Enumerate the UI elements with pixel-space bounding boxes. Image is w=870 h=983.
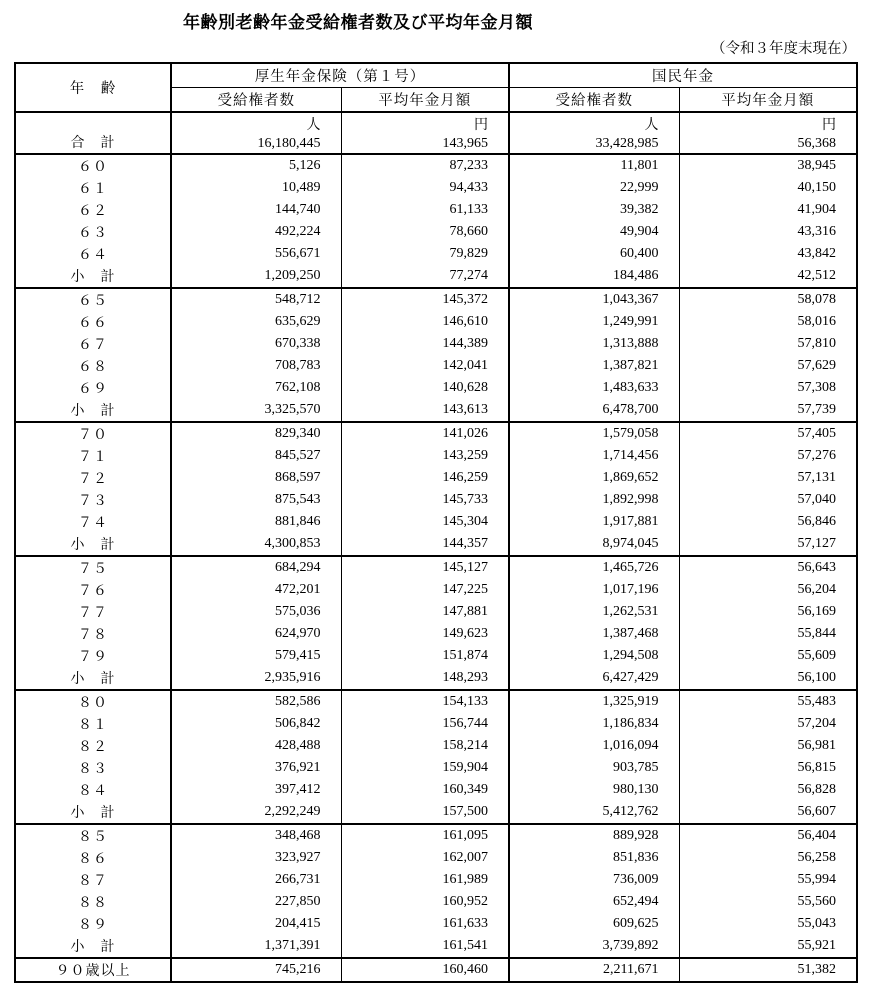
table-row [15, 511, 857, 533]
value-cell: 3,739,892 [509, 935, 679, 958]
value-cell: 43,316 [679, 221, 857, 243]
value-cell: 57,040 [679, 489, 857, 511]
table-row [15, 757, 857, 779]
table-row [15, 265, 857, 288]
col-header-avg-pension-kokumin: 平均年金月額 [679, 88, 857, 113]
value-cell: 472,201 [171, 579, 341, 601]
table-row [15, 221, 857, 243]
value-cell: 55,560 [679, 891, 857, 913]
age-cell: ６８ [78, 360, 108, 375]
age-cell: ８０ [78, 696, 108, 711]
value-cell: 889,928 [509, 824, 679, 847]
age-section [15, 422, 857, 556]
age-cell: ６１ [78, 182, 108, 197]
page-title: 年齢別老齢年金受給権者数及び平均年金月額 [183, 13, 533, 32]
unit-cell: 円 [341, 112, 509, 135]
value-cell: 57,131 [679, 467, 857, 489]
table-row [15, 288, 857, 311]
table-row [15, 377, 857, 399]
value-cell: 266,731 [171, 869, 341, 891]
table-row [15, 556, 857, 579]
value-cell: 736,009 [509, 869, 679, 891]
age-section [15, 288, 857, 422]
table-row [15, 399, 857, 422]
value-cell: 144,740 [171, 199, 341, 221]
age-cell: ８５ [78, 830, 108, 845]
value-cell: 3,325,570 [171, 399, 341, 422]
value-cell: 492,224 [171, 221, 341, 243]
value-cell: 1,017,196 [509, 579, 679, 601]
value-cell: 1,483,633 [509, 377, 679, 399]
value-cell: 162,007 [341, 847, 509, 869]
value-cell: 56,100 [679, 667, 857, 690]
age-cell: ６３ [78, 226, 108, 241]
value-cell: 56,846 [679, 511, 857, 533]
value-cell: 575,036 [171, 601, 341, 623]
value-cell: 980,130 [509, 779, 679, 801]
value-cell: 1,892,998 [509, 489, 679, 511]
value-cell: 146,610 [341, 311, 509, 333]
value-cell: 142,041 [341, 355, 509, 377]
age-cell: 小 計 [70, 270, 116, 285]
value-cell: 1,714,456 [509, 445, 679, 467]
age-cell: ８９ [78, 918, 108, 933]
value-cell: 42,512 [679, 265, 857, 288]
age-cell: 小 計 [70, 404, 116, 419]
value-cell: 157,500 [341, 801, 509, 824]
col-group-kosei-nenkin: 厚生年金保険（第１号） [171, 63, 509, 88]
unit-cell: 円 [679, 112, 857, 135]
age-cell: ７２ [78, 472, 108, 487]
value-cell: 151,874 [341, 645, 509, 667]
value-cell: 77,274 [341, 265, 509, 288]
value-cell: 10,489 [171, 177, 341, 199]
over-90-block [15, 958, 857, 982]
value-cell: 160,460 [341, 958, 509, 982]
table-row [15, 735, 857, 757]
value-cell: 556,671 [171, 243, 341, 265]
value-cell: 145,733 [341, 489, 509, 511]
age-section [15, 824, 857, 958]
age-section [15, 556, 857, 690]
value-cell: 147,225 [341, 579, 509, 601]
value-cell: 148,293 [341, 667, 509, 690]
age-cell: ６４ [78, 248, 108, 263]
value-cell: 8,974,045 [509, 533, 679, 556]
table-row [15, 690, 857, 713]
value-cell: 348,468 [171, 824, 341, 847]
value-cell: 55,609 [679, 645, 857, 667]
value-cell: 140,628 [341, 377, 509, 399]
table-row [15, 779, 857, 801]
value-cell: 160,349 [341, 779, 509, 801]
value-cell: 851,836 [509, 847, 679, 869]
value-cell: 58,016 [679, 311, 857, 333]
value-cell: 1,387,821 [509, 355, 679, 377]
age-cell: ７５ [78, 562, 108, 577]
value-cell: 1,371,391 [171, 935, 341, 958]
table-row [15, 667, 857, 690]
value-cell: 548,712 [171, 288, 341, 311]
total-label-cell: 合 計 [70, 136, 116, 151]
value-cell: 1,249,991 [509, 311, 679, 333]
age-cell: ８７ [78, 874, 108, 889]
value-cell: 397,412 [171, 779, 341, 801]
value-cell: 55,483 [679, 690, 857, 713]
value-cell: 2,292,249 [171, 801, 341, 824]
value-cell: 56,815 [679, 757, 857, 779]
value-cell: 652,494 [509, 891, 679, 913]
value-cell: 143,613 [341, 399, 509, 422]
value-cell: 881,846 [171, 511, 341, 533]
units-row [15, 112, 857, 135]
col-header-beneficiaries-kosei: 受給権者数 [171, 88, 341, 113]
value-cell: 87,233 [341, 154, 509, 177]
table-header [15, 63, 857, 112]
value-cell: 57,127 [679, 533, 857, 556]
value-cell: 147,881 [341, 601, 509, 623]
table-row [15, 958, 857, 982]
unit-cell: 人 [171, 112, 341, 135]
table-row [15, 913, 857, 935]
value-cell: 145,304 [341, 511, 509, 533]
value-cell: 1,262,531 [509, 601, 679, 623]
value-cell: 184,486 [509, 265, 679, 288]
table-row [15, 713, 857, 735]
value-cell: 609,625 [509, 913, 679, 935]
pension-table [14, 62, 858, 983]
age-cell: 小 計 [70, 806, 116, 821]
value-cell: 708,783 [171, 355, 341, 377]
value-cell: 161,095 [341, 824, 509, 847]
table-row [15, 311, 857, 333]
age-cell: ７３ [78, 494, 108, 509]
value-cell: 146,259 [341, 467, 509, 489]
age-cell: ８１ [78, 718, 108, 733]
value-cell: 5,126 [171, 154, 341, 177]
value-cell: 684,294 [171, 556, 341, 579]
table-row [15, 199, 857, 221]
table-row [15, 891, 857, 913]
value-cell: 903,785 [509, 757, 679, 779]
value-cell: 38,945 [679, 154, 857, 177]
value-cell: 579,415 [171, 645, 341, 667]
age-cell: ７６ [78, 584, 108, 599]
value-cell: 56,404 [679, 824, 857, 847]
value-cell: 161,989 [341, 869, 509, 891]
value-cell: 57,739 [679, 399, 857, 422]
col-header-age: 年 齢 [69, 81, 117, 97]
age-cell: 小 計 [70, 940, 116, 955]
value-cell: 55,844 [679, 623, 857, 645]
value-cell: 376,921 [171, 757, 341, 779]
age-cell: ７７ [78, 606, 108, 621]
value-cell: 41,904 [679, 199, 857, 221]
value-cell: 143,965 [341, 135, 509, 154]
value-cell: 40,150 [679, 177, 857, 199]
value-cell: 829,340 [171, 422, 341, 445]
value-cell: 5,412,762 [509, 801, 679, 824]
value-cell: 161,633 [341, 913, 509, 935]
value-cell: 161,541 [341, 935, 509, 958]
value-cell: 56,204 [679, 579, 857, 601]
value-cell: 582,586 [171, 690, 341, 713]
value-cell: 635,629 [171, 311, 341, 333]
value-cell: 39,382 [509, 199, 679, 221]
value-cell: 11,801 [509, 154, 679, 177]
value-cell: 55,921 [679, 935, 857, 958]
value-cell: 49,904 [509, 221, 679, 243]
value-cell: 670,338 [171, 333, 341, 355]
age-cell: ７０ [78, 428, 108, 443]
value-cell: 94,433 [341, 177, 509, 199]
value-cell: 61,133 [341, 199, 509, 221]
value-cell: 56,828 [679, 779, 857, 801]
value-cell: 78,660 [341, 221, 509, 243]
value-cell: 1,917,881 [509, 511, 679, 533]
age-cell: ８６ [78, 852, 108, 867]
value-cell: 149,623 [341, 623, 509, 645]
value-cell: 33,428,985 [509, 135, 679, 154]
value-cell: 323,927 [171, 847, 341, 869]
value-cell: 2,211,671 [509, 958, 679, 982]
value-cell: 57,276 [679, 445, 857, 467]
value-cell: 55,994 [679, 869, 857, 891]
table-row [15, 422, 857, 445]
value-cell: 2,935,916 [171, 667, 341, 690]
value-cell: 1,294,508 [509, 645, 679, 667]
table-row [15, 355, 857, 377]
value-cell: 56,169 [679, 601, 857, 623]
table-row [15, 935, 857, 958]
value-cell: 158,214 [341, 735, 509, 757]
value-cell: 43,842 [679, 243, 857, 265]
age-cell: ８３ [78, 762, 108, 777]
col-header-avg-pension-kosei: 平均年金月額 [341, 88, 509, 113]
value-cell: 58,078 [679, 288, 857, 311]
table-row [15, 645, 857, 667]
age-cell: ６２ [78, 204, 108, 219]
value-cell: 745,216 [171, 958, 341, 982]
age-cell: 小 計 [70, 538, 116, 553]
unit-cell: 人 [509, 112, 679, 135]
value-cell: 6,427,429 [509, 667, 679, 690]
value-cell: 156,744 [341, 713, 509, 735]
value-cell: 875,543 [171, 489, 341, 511]
value-cell: 159,904 [341, 757, 509, 779]
value-cell: 154,133 [341, 690, 509, 713]
table-row [15, 489, 857, 511]
age-cell: ７８ [78, 628, 108, 643]
value-cell: 141,026 [341, 422, 509, 445]
value-cell: 57,810 [679, 333, 857, 355]
date-note: （令和３年度末現在） [711, 41, 856, 57]
table-row [15, 243, 857, 265]
age-cell: ６０ [78, 160, 108, 175]
value-cell: 1,016,094 [509, 735, 679, 757]
table-row [15, 869, 857, 891]
age-cell: 小 計 [70, 672, 116, 687]
value-cell: 1,209,250 [171, 265, 341, 288]
value-cell: 56,368 [679, 135, 857, 154]
table-row [15, 467, 857, 489]
value-cell: 57,204 [679, 713, 857, 735]
age-cell: ９０歳以上 [55, 964, 131, 979]
col-header-beneficiaries-kokumin: 受給権者数 [509, 88, 679, 113]
age-cell: ８４ [78, 784, 108, 799]
table-row [15, 445, 857, 467]
value-cell: 145,127 [341, 556, 509, 579]
value-cell: 1,387,468 [509, 623, 679, 645]
value-cell: 143,259 [341, 445, 509, 467]
value-cell: 57,629 [679, 355, 857, 377]
value-cell: 57,405 [679, 422, 857, 445]
value-cell: 16,180,445 [171, 135, 341, 154]
value-cell: 1,313,888 [509, 333, 679, 355]
age-cell: ６５ [78, 294, 108, 309]
value-cell: 22,999 [509, 177, 679, 199]
table-row [15, 601, 857, 623]
header-row-groups [15, 63, 857, 88]
table-row [15, 177, 857, 199]
age-cell: ６９ [78, 382, 108, 397]
value-cell: 55,043 [679, 913, 857, 935]
value-cell: 1,579,058 [509, 422, 679, 445]
value-cell: 1,043,367 [509, 288, 679, 311]
value-cell: 1,869,652 [509, 467, 679, 489]
table-row [15, 801, 857, 824]
value-cell: 845,527 [171, 445, 341, 467]
table-row [15, 533, 857, 556]
value-cell: 506,842 [171, 713, 341, 735]
value-cell: 160,952 [341, 891, 509, 913]
value-cell: 428,488 [171, 735, 341, 757]
value-cell: 56,607 [679, 801, 857, 824]
value-cell: 56,258 [679, 847, 857, 869]
table-row [15, 824, 857, 847]
value-cell: 1,186,834 [509, 713, 679, 735]
age-cell: ７４ [78, 516, 108, 531]
value-cell: 762,108 [171, 377, 341, 399]
table-row [15, 847, 857, 869]
age-cell: ７９ [78, 650, 108, 665]
value-cell: 56,981 [679, 735, 857, 757]
value-cell: 145,372 [341, 288, 509, 311]
value-cell: 56,643 [679, 556, 857, 579]
age-cell: ６６ [78, 316, 108, 331]
value-cell: 1,325,919 [509, 690, 679, 713]
value-cell: 868,597 [171, 467, 341, 489]
table-row [15, 623, 857, 645]
age-cell: ８２ [78, 740, 108, 755]
table-row [15, 154, 857, 177]
age-section [15, 690, 857, 824]
value-cell: 227,850 [171, 891, 341, 913]
value-cell: 624,970 [171, 623, 341, 645]
age-cell: ８８ [78, 896, 108, 911]
age-cell: ６７ [78, 338, 108, 353]
value-cell: 4,300,853 [171, 533, 341, 556]
table-row [15, 333, 857, 355]
value-cell: 204,415 [171, 913, 341, 935]
value-cell: 57,308 [679, 377, 857, 399]
table-row [15, 579, 857, 601]
age-section [15, 154, 857, 288]
age-cell: ７１ [78, 450, 108, 465]
total-block [15, 112, 857, 154]
value-cell: 144,357 [341, 533, 509, 556]
value-cell: 144,389 [341, 333, 509, 355]
value-cell: 51,382 [679, 958, 857, 982]
value-cell: 60,400 [509, 243, 679, 265]
value-cell: 6,478,700 [509, 399, 679, 422]
col-group-kokumin-nenkin: 国民年金 [509, 63, 857, 88]
value-cell: 79,829 [341, 243, 509, 265]
value-cell: 1,465,726 [509, 556, 679, 579]
